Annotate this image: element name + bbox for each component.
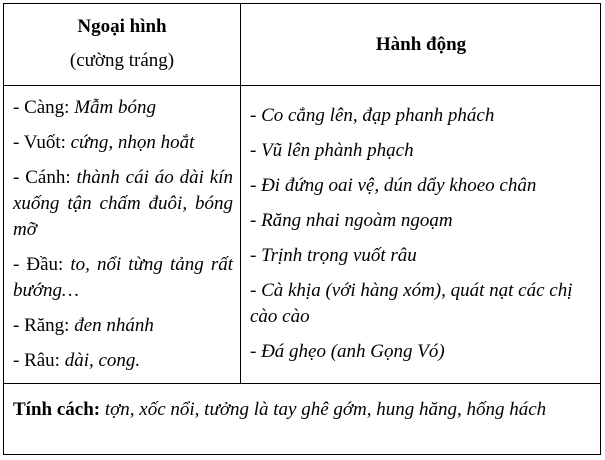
header-appearance-subtitle: (cường tráng) <box>69 50 175 71</box>
list-item: - Càng: Mẫm bóng <box>13 97 157 118</box>
personality-footer <box>13 396 591 423</box>
header-divider <box>3 85 601 86</box>
footer-divider <box>3 383 601 384</box>
header-appearance-title: Ngoại hình <box>77 16 167 37</box>
header-actions-title: Hành động <box>375 34 467 55</box>
list-item: - Trịnh trọng vuốt râu <box>250 245 417 266</box>
list-item: - Đầu: to, nổi từng tảng rất bướng… <box>13 254 233 301</box>
header-actions <box>241 28 601 62</box>
list-item: - Răng: đen nhánh <box>13 315 154 336</box>
list-item: - Cà khịa (với hàng xóm), quát nạt các chị cào cào <box>250 280 573 327</box>
actions-list <box>250 103 596 374</box>
personality-value: tợn, xốc nổi, tưởng là tay ghê gớm, hung hăng, hống hách <box>104 399 547 420</box>
list-item: - Vuốt: cứng, nhọn hoắt <box>13 132 195 153</box>
list-item: - Vũ lên phành phạch <box>250 140 414 161</box>
list-item: - Co cẳng lên, đạp phanh phách <box>250 105 495 126</box>
list-item: - Râu: dài, cong. <box>13 350 141 371</box>
header-appearance <box>4 10 240 78</box>
list-item: - Cánh: thành cái áo dài kín xuống tận chấm đuôi, bóng mỡ <box>13 167 233 240</box>
appearance-list <box>13 95 233 383</box>
personality-label: Tính cách: <box>13 399 105 420</box>
list-item: - Đi đứng oai vệ, dún dẩy khoeo chân <box>250 175 537 196</box>
list-item: - Răng nhai ngoàm ngoạm <box>250 210 453 231</box>
list-item: - Đá ghẹo (anh Gọng Vó) <box>250 341 445 362</box>
